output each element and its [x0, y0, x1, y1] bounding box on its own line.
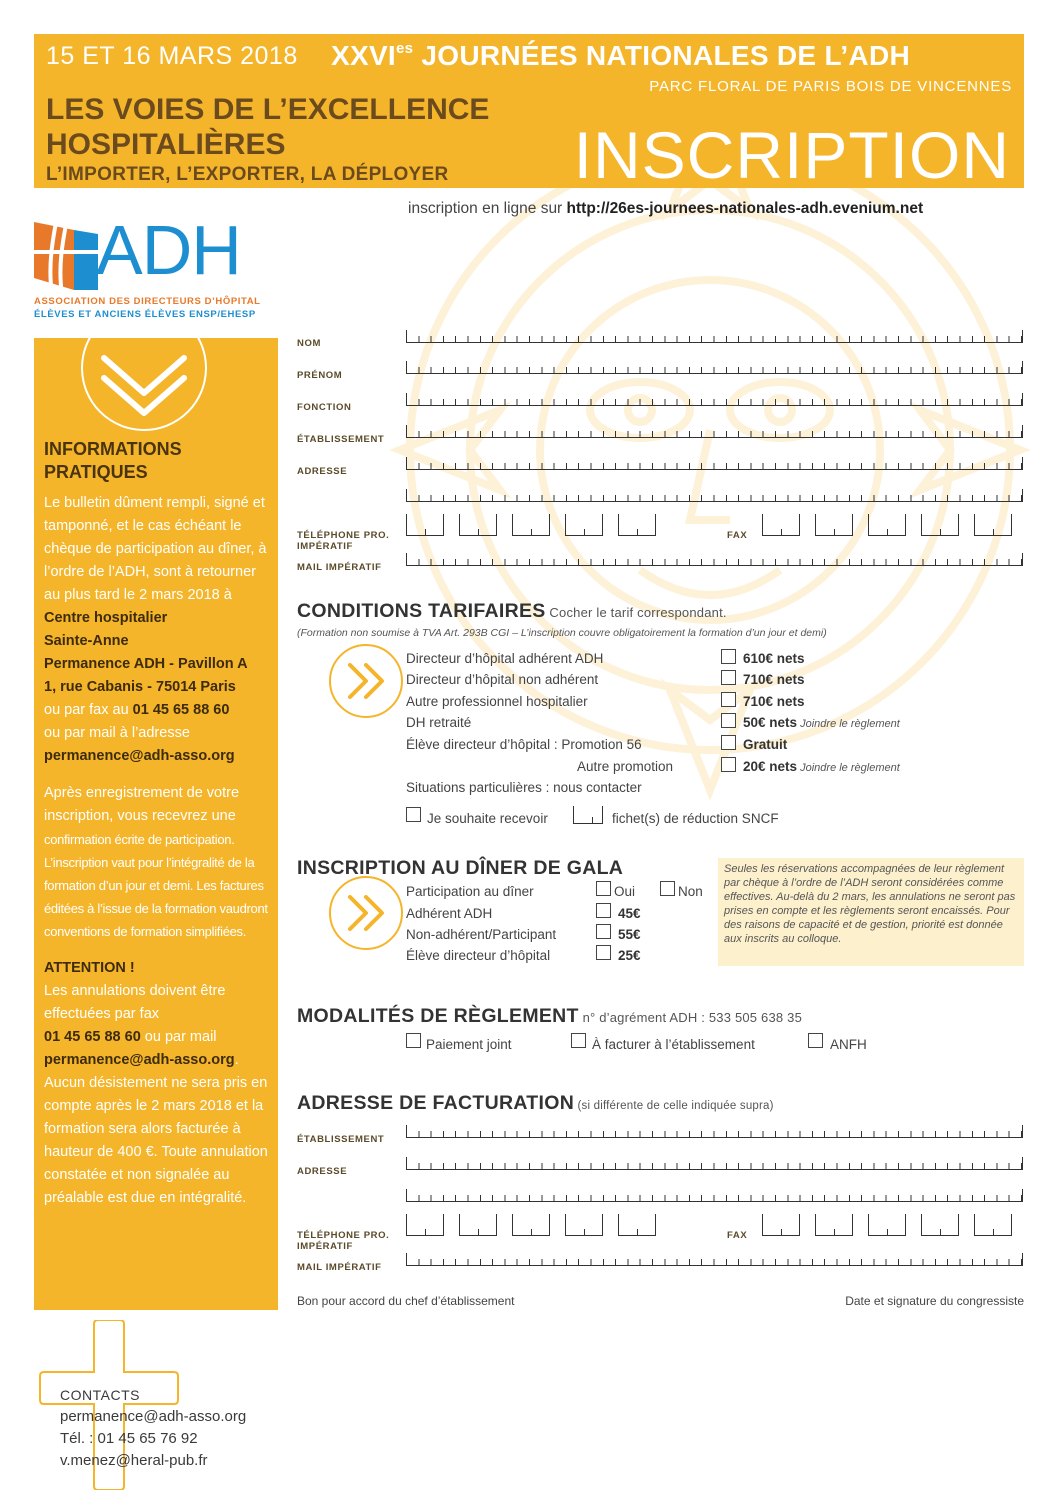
sncf-label: Je souhaite recevoir: [427, 811, 548, 826]
gala-non-label: Non: [678, 884, 703, 899]
prenom-field[interactable]: [406, 362, 1023, 374]
facturation-etablissement-field[interactable]: [406, 1126, 1023, 1138]
phone-digit-box[interactable]: [565, 514, 603, 536]
phone-digit-box[interactable]: [459, 514, 497, 536]
gala-participation-label: Participation au dîner: [406, 884, 534, 899]
tarifs-note: (Formation non soumise à TVA Art. 293B CGI – L’inscription couvre obligatoirement la formation d’un jour et demi): [297, 627, 827, 639]
tarif-option-label: Élève directeur d’hôpital : Promotion 56: [406, 737, 642, 752]
tarif-option-label: Directeur d’hôpital adhérent ADH: [406, 651, 604, 666]
phone-digit-box[interactable]: [406, 1214, 444, 1236]
gala-note: Seules les réservations accompagnées de leur règlement par chèque à l’ordre de l’ADH seront considérées comme effectives. Au-delà du 2 mars, les annulations ne seront pas prises en compte et les règlements seront encaissés. Pour des raisons de capacité et de gestion, priorité est donnée aux inscrits au colloque.: [718, 858, 1024, 966]
paiement-joint-checkbox[interactable]: [406, 1033, 421, 1048]
fax-digit-box[interactable]: [921, 1214, 959, 1236]
telephone-label: TÉLÉPHONE PRO. IMPÉRATIF: [297, 530, 390, 552]
tarif-checkbox[interactable]: [721, 670, 736, 685]
phone-digit-box[interactable]: [618, 1214, 656, 1236]
fax-label: FAX: [727, 530, 748, 541]
tarif-option-label: DH retraité: [406, 715, 472, 730]
facturation-title: ADRESSE DE FACTURATION (si différente de celle indiquée supra): [297, 1092, 774, 1114]
fax-digit-box[interactable]: [762, 514, 800, 536]
contact-phone: Tél. : 01 45 65 76 92: [60, 1430, 198, 1447]
gala-price: 55€: [618, 927, 641, 942]
mail-field[interactable]: [406, 554, 1023, 566]
tarif-checkbox[interactable]: [721, 713, 736, 728]
sncf-checkbox[interactable]: [406, 807, 421, 822]
chevron-right-circle-icon: [328, 875, 404, 951]
adresse-label: ADRESSE: [297, 466, 348, 477]
info-mail-link[interactable]: permanence@adh-asso.org: [44, 748, 235, 764]
fax-digit-box[interactable]: [815, 1214, 853, 1236]
event-venue: PARC FLORAL DE PARIS BOIS DE VINCENNES: [649, 78, 1012, 95]
mail-label: MAIL IMPÉRATIF: [297, 562, 382, 573]
gala-checkbox[interactable]: [596, 945, 611, 960]
tarif-price: 710€ nets: [743, 694, 805, 709]
address-line: 1, rue Cabanis - 75014 Paris: [44, 679, 236, 695]
paiement-joint-label: Paiement joint: [426, 1037, 512, 1052]
gala-title: INSCRIPTION AU DÎNER DE GALA: [297, 857, 624, 879]
registration-url[interactable]: http://26es-journees-nationales-adh.evenium.net: [566, 200, 924, 217]
adresse-field-2[interactable]: [406, 490, 1023, 502]
attention-heading: ATTENTION !: [44, 960, 135, 976]
gala-price: 45€: [618, 906, 641, 921]
chevron-right-circle-icon: [328, 643, 404, 719]
address-line: Permanence ADH - Pavillon A: [44, 656, 248, 672]
header-banner: [34, 34, 1024, 188]
fax-digit-box[interactable]: [868, 514, 906, 536]
sncf-quantity-box[interactable]: [573, 806, 603, 824]
signature-label: Date et signature du congressiste: [845, 1294, 1024, 1308]
facturation-adresse-field[interactable]: [406, 1158, 1023, 1170]
gala-checkbox[interactable]: [596, 903, 611, 918]
phone-digit-box[interactable]: [406, 514, 444, 536]
fax-digit-box[interactable]: [868, 1214, 906, 1236]
tarif-price: 50€ nets Joindre le règlement: [743, 715, 900, 730]
facturation-mail-label: MAIL IMPÉRATIF: [297, 1262, 382, 1273]
tarif-checkbox[interactable]: [721, 757, 736, 772]
gala-checkbox[interactable]: [596, 924, 611, 939]
tarif-option-label: Autre professionnel hospitalier: [406, 694, 588, 709]
event-name: $XXVI^{es}$ JOURNÉES NATIONALES DE L’ADH: [331, 40, 910, 71]
tarif-price: 610€ nets: [743, 651, 805, 666]
fax-digit-box[interactable]: [815, 514, 853, 536]
director-approval-label: Bon pour accord du chef d’établissement: [297, 1294, 515, 1308]
fax-line: ou par fax au 01 45 65 88 60: [44, 702, 230, 718]
tarif-price: 20€ nets Joindre le règlement: [743, 759, 900, 774]
facturation-fax-label: FAX: [727, 1230, 748, 1241]
gala-row-label: Non-adhérent/Participant: [406, 927, 557, 942]
contacts-heading: CONTACTS: [60, 1387, 140, 1403]
gala-oui-checkbox[interactable]: [596, 881, 611, 896]
tarif-price: Gratuit: [743, 737, 788, 752]
event-theme-subtitle: L’IMPORTER, L’EXPORTER, LA DÉPLOYER: [46, 164, 449, 185]
tarif-checkbox[interactable]: [721, 735, 736, 750]
facturer-etablissement-label: À facturer à l’établissement: [592, 1037, 755, 1052]
phone-digit-box[interactable]: [459, 1214, 497, 1236]
tarif-option-label: Autre promotion: [577, 759, 674, 774]
gala-price: 25€: [618, 948, 641, 963]
facturation-adresse-field-2[interactable]: [406, 1190, 1023, 1202]
tarif-option-label: Directeur d’hôpital non adhérent: [406, 672, 599, 687]
nom-label: NOM: [297, 338, 321, 349]
confirmation-paragraph-2: confirmation écrite de participation. L’inscription vaut pour l’intégralité de la formation d’un jour et demi. Les factures éditées à l’issue de la formation vaudront conventions de formation simplifiées.: [44, 832, 268, 939]
logo-text: ADH: [96, 211, 241, 289]
confirmation-paragraph: Après enregistrement de votre inscription, vous recevrez une: [44, 785, 240, 824]
gala-row-label: Élève directeur d’hôpital: [406, 948, 551, 963]
address-line: Sainte-Anne: [44, 633, 129, 649]
adh-logo: [34, 208, 284, 320]
event-date: 15 ET 16 MARS 2018: [46, 42, 298, 70]
gala-non-checkbox[interactable]: [660, 881, 675, 896]
gala-row-label: Adhérent ADH: [406, 906, 493, 921]
info-heading: INFORMATIONS PRATIQUES: [44, 439, 182, 482]
event-theme-title: LES VOIES DE L’EXCELLENCE HOSPITALIÈRES: [46, 93, 490, 161]
fax-digit-box[interactable]: [974, 514, 1012, 536]
contact-mail[interactable]: permanence@adh-asso.org: [60, 1408, 247, 1425]
facturation-adresse-label: ADRESSE: [297, 1166, 348, 1177]
cancellation-paragraph: Les annulations doivent être effectuées par fax 01 45 65 88 60 ou par mail permanence@adh-asso.org. Aucun désistement ne sera pris en compte après le 2 mars 2018 et la formation sera alors facturée à hauteur de 400 €. Toute annulation constatée et non signalée au préalable est due en intégralité.: [44, 983, 268, 1206]
phone-digit-box[interactable]: [618, 514, 656, 536]
address-line: Centre hospitalier: [44, 610, 168, 626]
fonction-label: FONCTION: [297, 402, 352, 413]
inscription-heading: INSCRIPTION: [573, 118, 1010, 188]
prenom-label: PRÉNOM: [297, 370, 343, 381]
tarif-checkbox[interactable]: [721, 692, 736, 707]
fax-digit-box[interactable]: [921, 514, 959, 536]
anfh-label: ANFH: [830, 1037, 867, 1052]
facturer-etablissement-checkbox[interactable]: [571, 1033, 586, 1048]
tarif-checkbox[interactable]: [721, 649, 736, 664]
adh-logo-mark-icon: [34, 212, 100, 294]
gala-oui-label: Oui: [614, 884, 636, 899]
contact-mail-2[interactable]: v.menez@heral-pub.fr: [60, 1452, 208, 1469]
logo-subtitle: ASSOCIATION DES DIRECTEURS D’HÔPITAL: [34, 296, 261, 307]
etablissement-field[interactable]: [406, 426, 1023, 438]
mail-line: ou par mail à l’adresse: [44, 725, 190, 741]
nom-field[interactable]: [406, 331, 1023, 343]
phone-digit-box[interactable]: [565, 1214, 603, 1236]
adresse-field[interactable]: [406, 458, 1023, 470]
contacts-block: [34, 1320, 294, 1490]
info-paragraph: Le bulletin dûment rempli, signé et tamponné, et le cas échéant le chèque de participation au dîner, à l’ordre de l’ADH, sont à retourner au plus tard le 2 mars 2018 à: [44, 495, 267, 603]
fonction-field[interactable]: [406, 394, 1023, 406]
practical-info-panel: [34, 338, 278, 1310]
fax-digit-box[interactable]: [762, 1214, 800, 1236]
fax-digit-box[interactable]: [974, 1214, 1012, 1236]
online-registration: inscription en ligne sur http://26es-journees-nationales-adh.evenium.net: [408, 200, 924, 217]
anfh-checkbox[interactable]: [808, 1033, 823, 1048]
facturation-telephone-label: TÉLÉPHONE PRO. IMPÉRATIF: [297, 1230, 390, 1252]
chevron-circle-icon: [52, 338, 252, 438]
logo-subtitle-2: ÉLÈVES ET ANCIENS ÉLÈVES ENSP/EHESP: [34, 309, 256, 320]
facturation-etablissement-label: ÉTABLISSEMENT: [297, 1134, 385, 1145]
special-situations: Situations particulières : nous contacter: [406, 780, 642, 795]
sncf-label-2: fichet(s) de réduction SNCF: [612, 811, 779, 826]
facturation-mail-field[interactable]: [406, 1254, 1023, 1266]
etablissement-label: ÉTABLISSEMENT: [297, 434, 385, 445]
reglement-title: MODALITÉS DE RÈGLEMENT n° d’agrément ADH : 533 505 638 35: [297, 1005, 803, 1027]
phone-digit-box[interactable]: [512, 514, 550, 536]
phone-digit-box[interactable]: [512, 1214, 550, 1236]
tarif-price: 710€ nets: [743, 672, 805, 687]
tarifs-title: CONDITIONS TARIFAIRES Cocher le tarif correspondant.: [297, 600, 727, 622]
